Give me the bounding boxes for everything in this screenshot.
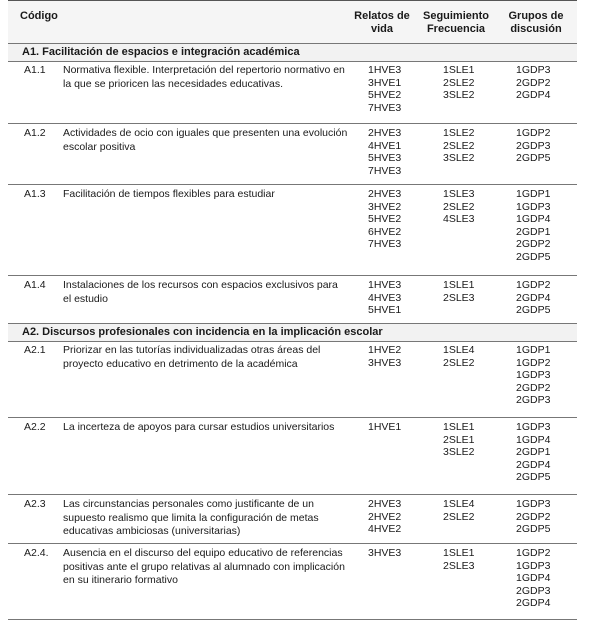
code-entry: 1SLE3 <box>443 188 475 200</box>
code-entry: 4HVE2 <box>368 523 402 535</box>
grupos-cell <box>516 127 550 165</box>
code-entry: 4SLE3 <box>443 213 475 225</box>
code-entry: 5HVE1 <box>368 304 402 316</box>
header-relatos-line1: Relatos de <box>354 10 410 22</box>
table-row <box>8 275 577 323</box>
code-entry: 2SLE2 <box>443 200 475 213</box>
table-row <box>8 417 577 495</box>
code-entry: 2SLE1 <box>443 433 475 446</box>
code-entry: 1GDP4 <box>516 213 551 225</box>
code-entry: 1GDP1 <box>516 344 551 356</box>
code-entry: 1SLE2 <box>443 127 475 139</box>
code-entry: 2GDP4 <box>516 458 551 471</box>
grupos-cell <box>516 344 550 407</box>
code-entry: 2GDP4 <box>516 291 551 304</box>
grupos-cell <box>516 498 550 536</box>
code-entry: 2GDP3 <box>516 394 551 406</box>
table-row <box>8 340 577 418</box>
relatos-cell <box>368 421 401 434</box>
relatos-cell <box>368 188 401 251</box>
seguimiento-cell <box>443 421 475 459</box>
code-entry: 2GDP5 <box>516 152 551 164</box>
code-entry: 1HVE1 <box>368 421 402 433</box>
code-entry: 3SLE2 <box>443 446 475 458</box>
code-entry: 2SLE2 <box>443 139 475 152</box>
code-entry: 2HVE3 <box>368 188 402 200</box>
code-entry: 1SLE4 <box>443 344 475 356</box>
grupos-cell <box>516 421 550 484</box>
table-row <box>8 123 577 185</box>
header-relatos <box>351 10 413 36</box>
code-entry: 1SLE1 <box>443 547 475 559</box>
code-entry: 2GDP2 <box>516 238 551 250</box>
relatos-cell <box>368 344 401 369</box>
relatos-cell <box>368 498 401 536</box>
row-description: Normativa flexible. Interpretación del repertorio normativo en la que se prioricen las necesidades educativas. <box>63 64 345 90</box>
grupos-cell <box>516 64 550 102</box>
row-description: La incerteza de apoyos para cursar estudios universitarios <box>63 421 335 433</box>
code-entry: 1GDP2 <box>516 279 551 291</box>
code-entry: 1SLE1 <box>443 279 475 291</box>
code-entry: 1GDP3 <box>516 64 551 76</box>
code-entry: 5HVE3 <box>368 152 402 164</box>
row-code: A1.2 <box>24 127 46 139</box>
code-entry: 4HVE1 <box>368 139 402 152</box>
header-seguimiento <box>418 10 494 36</box>
code-entry: 2HVE3 <box>368 498 402 510</box>
code-entry: 6HVE2 <box>368 225 402 238</box>
table-row <box>8 543 577 620</box>
relatos-cell <box>368 547 401 560</box>
row-description: Ausencia en el discurso del equipo educativo de referencias positivas ante el grupo relativas al alumnado con implicación en su itinerario formativo <box>63 547 345 586</box>
code-entry: 3HVE3 <box>368 547 402 559</box>
code-entry: 3SLE2 <box>443 152 475 164</box>
seguimiento-cell <box>443 64 475 102</box>
code-entry: 1HVE3 <box>368 64 402 76</box>
grupos-cell <box>516 279 550 317</box>
section-title: A2. Discursos profesionales con incidencia en la implicación escolar <box>22 326 383 338</box>
code-entry: 1SLE1 <box>443 64 475 76</box>
grupos-cell <box>516 547 550 610</box>
code-entry: 2SLE2 <box>443 356 475 369</box>
code-entry: 7HVE3 <box>368 164 402 177</box>
row-description: Actividades de ocio con iguales que presenten una evolución escolar positiva <box>63 127 348 153</box>
row-code: A1.1 <box>24 64 46 76</box>
code-entry: 1GDP4 <box>516 572 551 584</box>
row-code: A1.4 <box>24 279 46 291</box>
relatos-cell <box>368 64 401 114</box>
code-entry: 2SLE3 <box>443 291 475 304</box>
code-entry: 3SLE2 <box>443 89 475 101</box>
code-entry: 4HVE3 <box>368 291 402 304</box>
code-entry: 2GDP1 <box>516 446 551 458</box>
header-grupos-line1: Grupos de <box>508 10 564 22</box>
table-row <box>8 494 577 544</box>
code-entry: 5HVE2 <box>368 213 402 225</box>
row-description: Instalaciones de los recursos con espacios exclusivos para el estudio <box>63 279 338 305</box>
code-entry: 1GDP3 <box>516 421 551 433</box>
row-code: A2.3 <box>24 498 46 510</box>
relatos-cell <box>368 279 401 317</box>
code-entry: 2GDP1 <box>516 225 551 238</box>
code-entry: 3HVE2 <box>368 200 402 213</box>
row-code: A2.4. <box>24 547 49 559</box>
code-entry: 1GDP4 <box>516 433 551 446</box>
code-entry: 2SLE2 <box>443 76 475 89</box>
code-entry: 1GDP3 <box>516 559 551 572</box>
code-entry: 2GDP4 <box>516 597 551 609</box>
seguimiento-cell <box>443 547 475 572</box>
section-title: A1. Facilitación de espacios e integración académica <box>22 46 300 58</box>
code-entry: 2SLE2 <box>443 510 475 523</box>
seguimiento-cell <box>443 279 475 304</box>
code-entry: 2GDP5 <box>516 471 551 483</box>
code-entry: 2GDP5 <box>516 523 551 535</box>
table-header <box>8 0 577 44</box>
code-entry: 2GDP3 <box>516 139 551 152</box>
code-entry: 2GDP3 <box>516 584 551 597</box>
code-entry: 3HVE3 <box>368 356 402 369</box>
code-entry: 5HVE2 <box>368 89 402 101</box>
code-entry: 2GDP5 <box>516 250 551 263</box>
row-description: Priorizar en las tutorías individualizadas otras áreas del proyecto educativo en detrimento de la académica <box>63 344 321 370</box>
code-entry: 2GDP2 <box>516 381 551 394</box>
relatos-cell <box>368 127 401 177</box>
code-entry: 2GDP2 <box>516 76 551 89</box>
header-relatos-line2: vida <box>370 23 393 35</box>
code-entry: 1GDP3 <box>516 498 551 510</box>
seguimiento-cell <box>443 344 475 369</box>
code-entry: 1GDP2 <box>516 127 551 139</box>
code-entry: 1GDP3 <box>516 200 551 213</box>
code-entry: 1GDP2 <box>516 547 551 559</box>
row-code: A2.2 <box>24 421 46 433</box>
code-entry: 1GDP1 <box>516 188 551 200</box>
code-entry: 2SLE3 <box>443 559 475 572</box>
code-entry: 7HVE3 <box>368 238 402 250</box>
code-entry: 2GDP2 <box>516 510 551 523</box>
code-entry: 1GDP2 <box>516 356 551 369</box>
code-entry: 3HVE1 <box>368 76 402 89</box>
header-grupos <box>500 10 572 36</box>
code-entry: 1SLE4 <box>443 498 475 510</box>
seguimiento-cell <box>443 127 475 165</box>
seguimiento-cell <box>443 188 475 226</box>
row-code: A1.3 <box>24 188 46 200</box>
header-grupos-line2: discusión <box>510 23 562 35</box>
code-entry: 7HVE3 <box>368 101 402 114</box>
table-row <box>8 184 577 276</box>
row-description: Facilitación de tiempos flexibles para estudiar <box>63 188 275 200</box>
code-entry: 1GDP3 <box>516 369 551 381</box>
header-seguimiento-line2: Frecuencia <box>426 23 486 35</box>
code-entry: 2HVE3 <box>368 127 402 139</box>
code-entry: 2GDP4 <box>516 89 551 101</box>
row-description: Las circunstancias personales como justificante de un supuesto realismo que limita la configuración de metas educativas ambiciosas (universitarias) <box>63 498 319 537</box>
code-entry: 2GDP5 <box>516 304 551 316</box>
header-seguimiento-line1: Seguimiento <box>422 10 489 22</box>
code-entry: 2HVE2 <box>368 510 402 523</box>
grupos-cell <box>516 188 550 263</box>
row-code: A2.1 <box>24 344 46 356</box>
header-codigo: Código <box>20 10 58 22</box>
code-entry: 1SLE1 <box>443 421 475 433</box>
seguimiento-cell <box>443 498 475 523</box>
code-entry: 1HVE2 <box>368 344 402 356</box>
table-row <box>8 60 577 124</box>
code-entry: 1HVE3 <box>368 279 402 291</box>
